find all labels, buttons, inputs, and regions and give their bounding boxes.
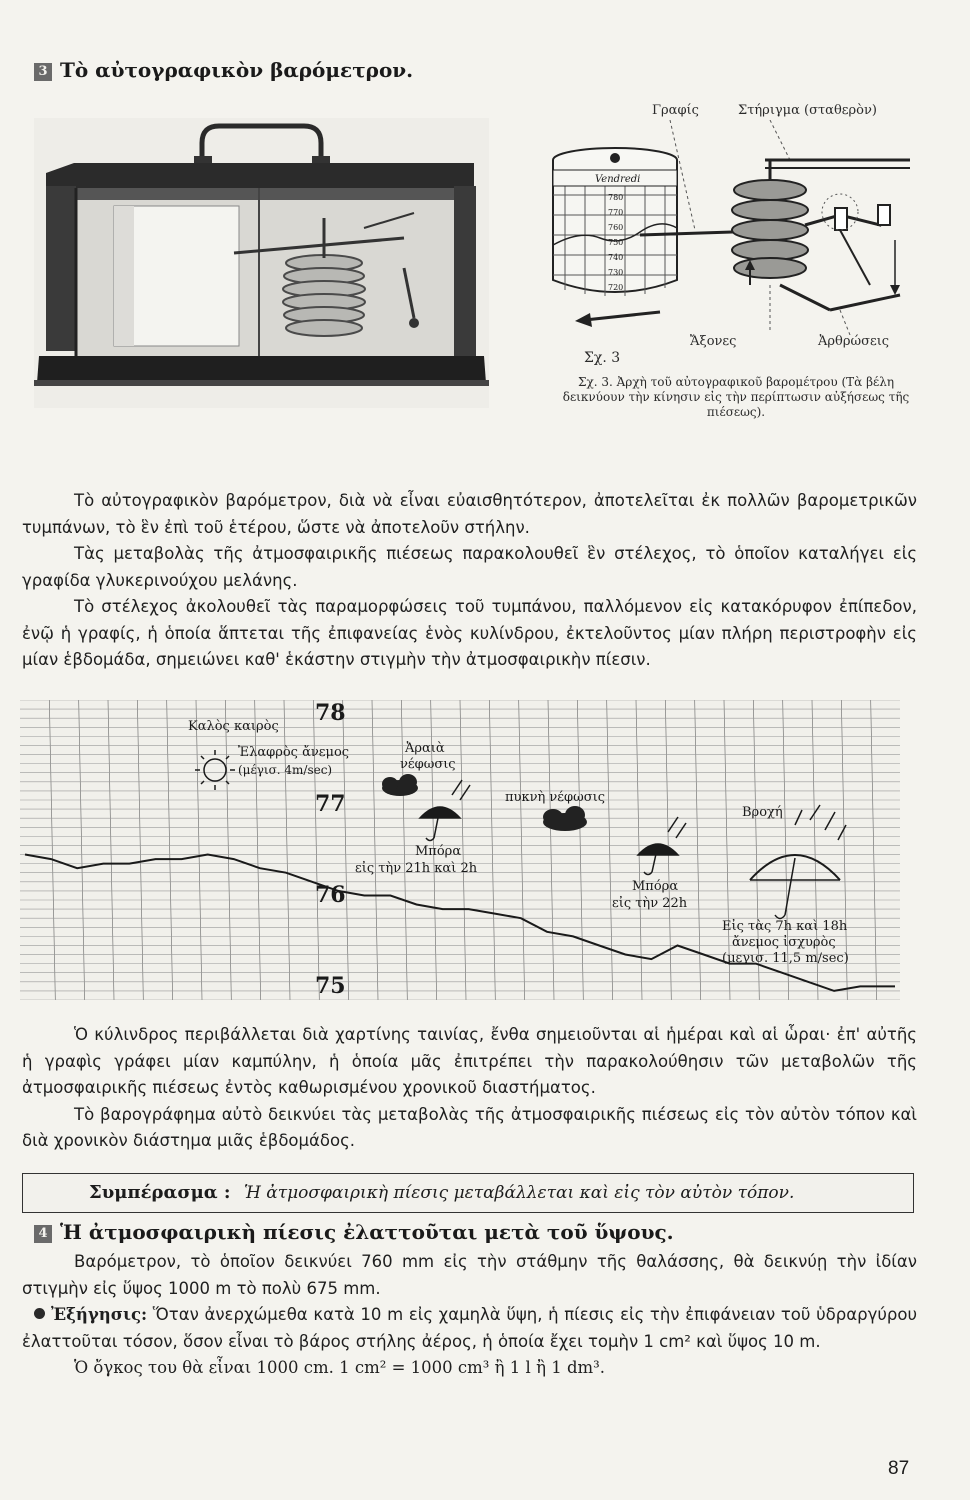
paragraph: Βαρόμετρον, τὸ ὁποῖον δεικνύει 760 mm εἰς τὴν στάθμην τῆς θαλάσσης, θὰ δεικνύῃ τὴν ἰδίαν στιγμὴν εἰς ὕψος 1000 m τὸ πολὺ 675 mm.: [22, 1252, 917, 1298]
drum-tick-label: 770: [608, 208, 624, 217]
page-number: 87: [888, 1458, 910, 1479]
drum-tick-label: 730: [608, 268, 624, 277]
section-title: Ἡ ἀτμοσφαιρικὴ πίεσις ἐλαττοῦται μετὰ τοῦ ὕψους.: [60, 1220, 674, 1244]
annotation-eis-3: (μεγισ. 11,5 m/sec): [722, 951, 849, 966]
barogram-chart: [20, 700, 900, 1000]
explanation: [22, 1302, 917, 1355]
y-tick-label: 76: [315, 881, 346, 908]
paragraph: Ὁ κύλινδρος περιβάλλεται διὰ χαρτίνης ταινίας, ἔνθα σημειοῦνται αἱ ἡμέραι καὶ αἱ ὧραι· ἐπ' αὐτῆς ἡ γραφὶς γράφει μίαν καμπύλην, ἡ ὁποία μᾶς ἐπιτρέπει τὴν παρακολούθησιν τῶν μεταβολῶν τῆς ἀτμοσφαιρικῆς πιέσεως ἐντὸς καθωρισμένου χρονικοῦ διαστήματος.: [22, 1025, 917, 1097]
paragraph: Τὸ βαρογράφημα αὐτὸ δεικνύει τὰς μεταβολὰς τῆς ἀτμοσφαιρικῆς πιέσεως εἰς τὸν αὐτὸν τόπον καὶ διὰ χρονικὸν διάστημα μιᾶς ἑβδομάδος.: [22, 1104, 917, 1150]
annotation-nefosis: νέφωσις: [400, 757, 456, 772]
label-arthroseis: Ἀρθρώσεις: [818, 334, 890, 349]
barograph-photo: [34, 118, 489, 408]
drum-tick-label: 740: [608, 253, 624, 262]
annotation-mpora-2-time: εἰς τὴν 22h: [612, 896, 688, 911]
conclusion-label: Συμπέρασμα :: [89, 1182, 231, 1203]
y-tick-label: 77: [315, 791, 346, 817]
volume-line: Ὁ ὄγκος του θὰ εἶναι 1000 cm. 1 cm² = 1000 cm³ ἢ 1 l ἢ 1 dm³.: [74, 1358, 606, 1377]
annotation-vroxi: Βροχή: [742, 805, 783, 820]
drum-tick-label: 720: [608, 283, 624, 292]
annotation-eis-1: Εἰς τὰς 7h καὶ 18h: [722, 919, 848, 934]
section-number: 4: [34, 1225, 52, 1243]
paragraph: Τὰς μεταβολὰς τῆς ἀτμοσφαιρικῆς πιέσεως παρακολουθεῖ ἓν στέλεχος, τὸ ὁποῖον καταλήγει εἰς γραφίδα γλυκερινούχου μελάνης.: [22, 544, 917, 590]
annotation-mpora-2: Μπόρα: [632, 879, 679, 894]
section-3-body-2: [22, 1022, 917, 1155]
paragraph: Τὸ στέλεχος ἀκολουθεῖ τὰς παραμορφώσεις τοῦ τυμπάνου, παλλόμενον εἰς κατακόρυφον ἐπίπεδον, ἐνῷ ἡ γραφίς, ἡ ὁποία ἅπτεται τῆς ἐπιφανείας ἑνὸς κυλίνδρου, ἐκτελοῦντος μίαν πλήρη περιστροφὴν εἰς μίαν ἑβδομάδα, σημειώνει καθ' ἑκάστην στιγμὴν τὴν ἀτμοσφαιρικὴν πίεσιν.: [22, 597, 917, 669]
conclusion-text: Ἡ ἀτμοσφαιρικὴ πίεσις μεταβάλλεται καὶ εἰς τὸν αὐτὸν τόπον.: [243, 1183, 795, 1203]
annotation-kalos-kairos: Καλὸς καιρὸς: [188, 719, 279, 734]
annotation-pykni: πυκνὴ νέφωσις: [505, 790, 605, 805]
label-stirigma: Στήριγμα (σταθερὸν): [738, 103, 877, 118]
label-grafis: Γραφίς: [652, 103, 699, 118]
conclusion-box: [22, 1173, 914, 1213]
section-title: Τὸ αὐτογραφικὸν βαρόμετρον.: [60, 58, 414, 82]
bullet-icon: [34, 1308, 45, 1319]
label-axones: Ἄξονες: [690, 334, 737, 349]
y-tick-label: 75: [315, 972, 346, 999]
section-3-body: [22, 488, 917, 674]
figure-caption: Σχ. 3. Ἀρχὴ τοῦ αὐτογραφικοῦ βαρομέτρου (Τὰ βέλη δεικνύουν τὴν κίνησιν εἰς τὴν περίπτωσιν αὐξήσεως τῆς πιέσεως).: [562, 375, 910, 419]
drum-tick-label: 760: [608, 223, 624, 232]
annotation-mpora-1: Μπόρα: [415, 844, 462, 859]
annotation-araia: Ἀραιὰ: [405, 741, 445, 756]
annotation-mpora-1-time: εἰς τὴν 21h καὶ 2h: [355, 861, 478, 876]
drum-day-label: Vendredi: [595, 174, 641, 185]
section-3-heading: [34, 58, 413, 82]
drum-tick-label: 780: [608, 193, 624, 202]
section-4-heading: [34, 1220, 674, 1244]
annotation-elafros-anemos: Ἐλαφρὸς ἄνεμος: [238, 745, 350, 760]
mechanism-diagram: [540, 120, 920, 335]
annotation-elafros-anemos-max: (μέγισ. 4m/sec): [238, 763, 333, 777]
section-number: 3: [34, 63, 52, 81]
drum-tick-label: 750: [608, 238, 624, 247]
paragraph: Τὸ αὐτογραφικὸν βαρόμετρον, διὰ νὰ εἶναι εὐαισθητότερον, ἀποτελεῖται ἐκ πολλῶν βαρομετρικῶν τυμπάνων, τὸ ἓν ἐπὶ τοῦ ἑτέρου, ὥστε νὰ ἀποτελοῦν στήλην.: [22, 491, 917, 537]
explanation-text: Ὅταν ἀνερχώμεθα κατὰ 10 m εἰς χαμηλὰ ὕψη, ἡ πίεσις εἰς τὴν ἐπιφάνειαν τοῦ ὑδραργύρου ἐλαττοῦται τόσον, ὅσον εἶναι τὸ βάρος στήλης ἀέρος, ἡ ὁποία ἔχει τομὴν 1 cm² καὶ ὕψος 10 m.: [22, 1305, 917, 1351]
explanation-label: Ἐξήγησις:: [51, 1305, 148, 1324]
figure-mark: Σχ. 3: [584, 350, 621, 366]
annotation-eis-2: ἄνεμος ἰσχυρὸς: [732, 935, 836, 950]
y-tick-label: 78: [315, 700, 346, 727]
section-4-body: [22, 1249, 917, 1382]
